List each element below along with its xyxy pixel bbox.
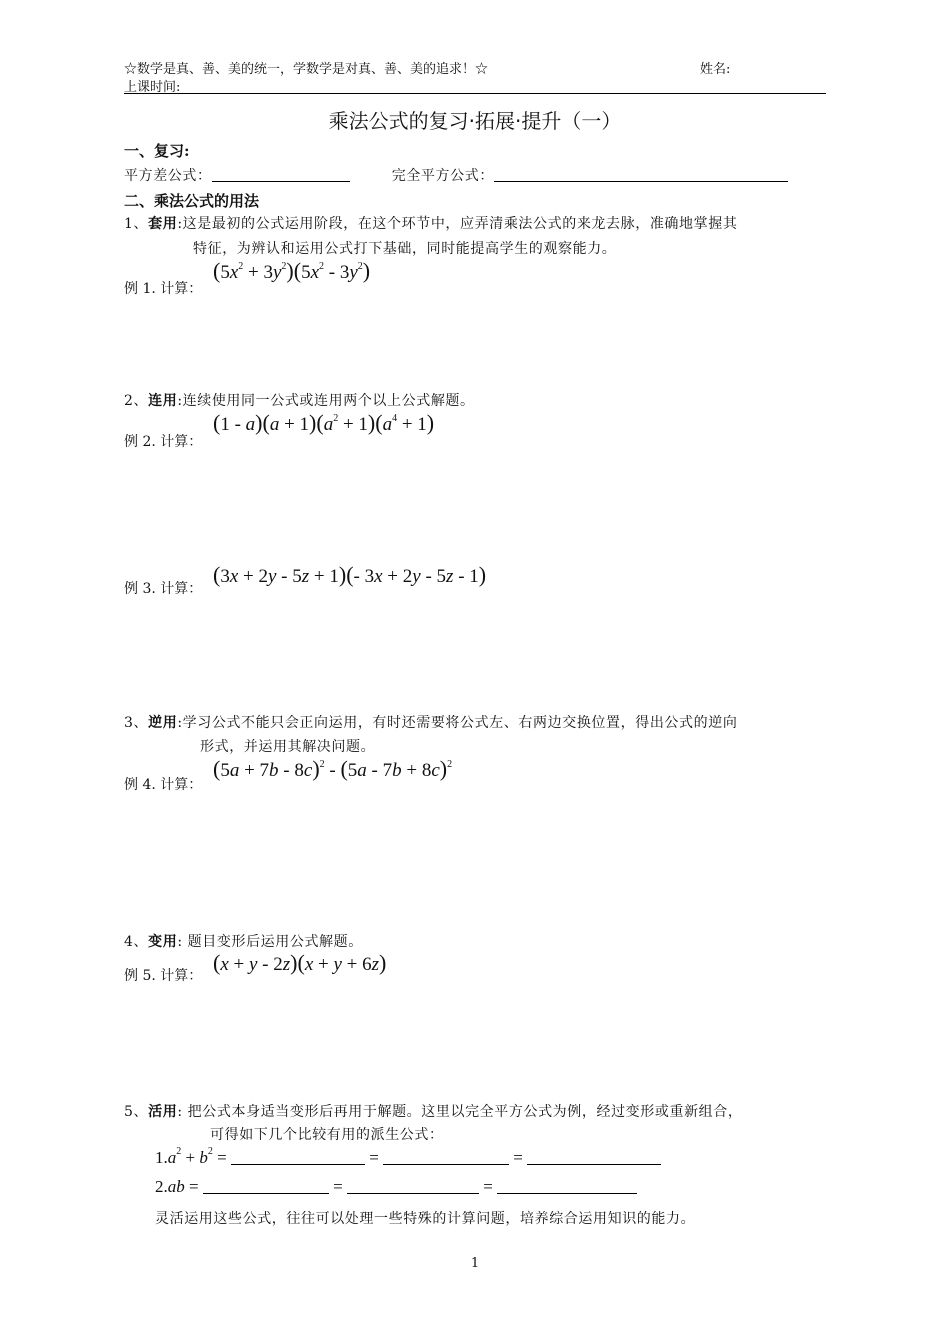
example4-expression: $(5a + 7b - 8c)^2 - (5a - 7b + 8c)^2$ (213, 756, 453, 781)
item1-line1 (124, 213, 737, 233)
item3-number: 3、 (124, 715, 149, 731)
section-usage-heading: 二、乘法公式的用法 (124, 192, 260, 210)
class-time-label: 上课时间: (124, 80, 181, 95)
formula1-blank2[interactable] (383, 1150, 509, 1165)
item1-line2: 特征，为辨认和运用公式打下基础，同时能提高学生的观察能力。 (193, 241, 617, 257)
formula2-blank2[interactable] (347, 1179, 479, 1194)
formula2-blank1[interactable] (203, 1179, 329, 1194)
item4-term: 变用 (148, 934, 178, 950)
item5-text: : 把公式本身适当变形后再用于解题。这里以完全平方公式为例，经过变形或重新组合， (177, 1104, 743, 1120)
formula1-blank3[interactable] (527, 1150, 661, 1165)
example4-label: 例 4. 计算： (124, 777, 203, 793)
item4-line1 (124, 931, 363, 951)
derived-formula-1: $1.a^2 + b^2$ = = = (155, 1146, 661, 1168)
header-motto: ☆数学是真、善、美的统一，学数学是对真、善、美的追求！☆ (124, 62, 489, 77)
item1-number: 1、 (124, 216, 149, 232)
square-diff-label: 平方差公式： (124, 168, 212, 184)
item5-term: 活用 (148, 1104, 178, 1120)
item2-number: 2、 (124, 393, 149, 409)
section-review-heading: 一、复习: (124, 142, 190, 160)
name-label: 姓名: (700, 62, 731, 77)
header-rule (124, 93, 826, 94)
item2-term: 连用 (148, 393, 178, 409)
page-number: 1 (470, 1256, 480, 1271)
item5-line1 (124, 1101, 742, 1121)
example1-label: 例 1. 计算： (124, 281, 203, 297)
square-diff-blank[interactable] (212, 167, 350, 182)
item5-line2: 可得如下几个比较有用的派生公式： (210, 1127, 444, 1143)
item5-number: 5、 (124, 1104, 149, 1120)
example3-label: 例 3. 计算： (124, 581, 203, 597)
item4-number: 4、 (124, 934, 149, 950)
example2-label: 例 2. 计算： (124, 434, 203, 450)
item1-term: 套用 (148, 216, 178, 232)
item3-line1 (124, 712, 737, 732)
example2-expression: $(1 - a)(a + 1)(a^2 + 1)(a^4 + 1)$ (213, 410, 435, 435)
example5-expression: (x + y - 2z)(x + y + 6z) (213, 950, 387, 975)
item3-line2: 形式，并运用其解决问题。 (200, 739, 376, 755)
formula2-blank3[interactable] (497, 1179, 637, 1194)
page-title: 乘法公式的复习·拓展·提升（一） (328, 109, 622, 133)
item4-text: : 题目变形后运用公式解题。 (177, 934, 363, 950)
formula1-blank1[interactable] (231, 1150, 365, 1165)
item1-text: :这是最初的公式运用阶段，在这个环节中，应弄清乘法公式的来龙去脉，准确地掌握其 (177, 216, 738, 232)
example3-expression: (3x + 2y - 5z + 1)(- 3x + 2y - 5z - 1) (213, 562, 487, 587)
item3-text: :学习公式不能只会正向运用，有时还需要将公式左、右两边交换位置，得出公式的逆向 (177, 715, 738, 731)
perfect-square-blank[interactable] (494, 167, 788, 182)
example1-expression: $(5x^2 + 3y^2)(5x^2 - 3y^2)$ (213, 258, 371, 283)
perfect-square-label: 完全平方公式： (391, 168, 494, 184)
item2-text: :连续使用同一公式或连用两个以上公式解题。 (177, 393, 475, 409)
example5-label: 例 5. 计算： (124, 968, 203, 984)
review-formulas-line (124, 165, 788, 185)
item3-term: 逆用 (148, 715, 178, 731)
item5-closing: 灵活运用这些公式，往往可以处理一些特殊的计算问题，培养综合运用知识的能力。 (155, 1211, 696, 1227)
item2-line1 (124, 390, 475, 410)
derived-formula-2: 2.ab = = = (155, 1177, 637, 1197)
